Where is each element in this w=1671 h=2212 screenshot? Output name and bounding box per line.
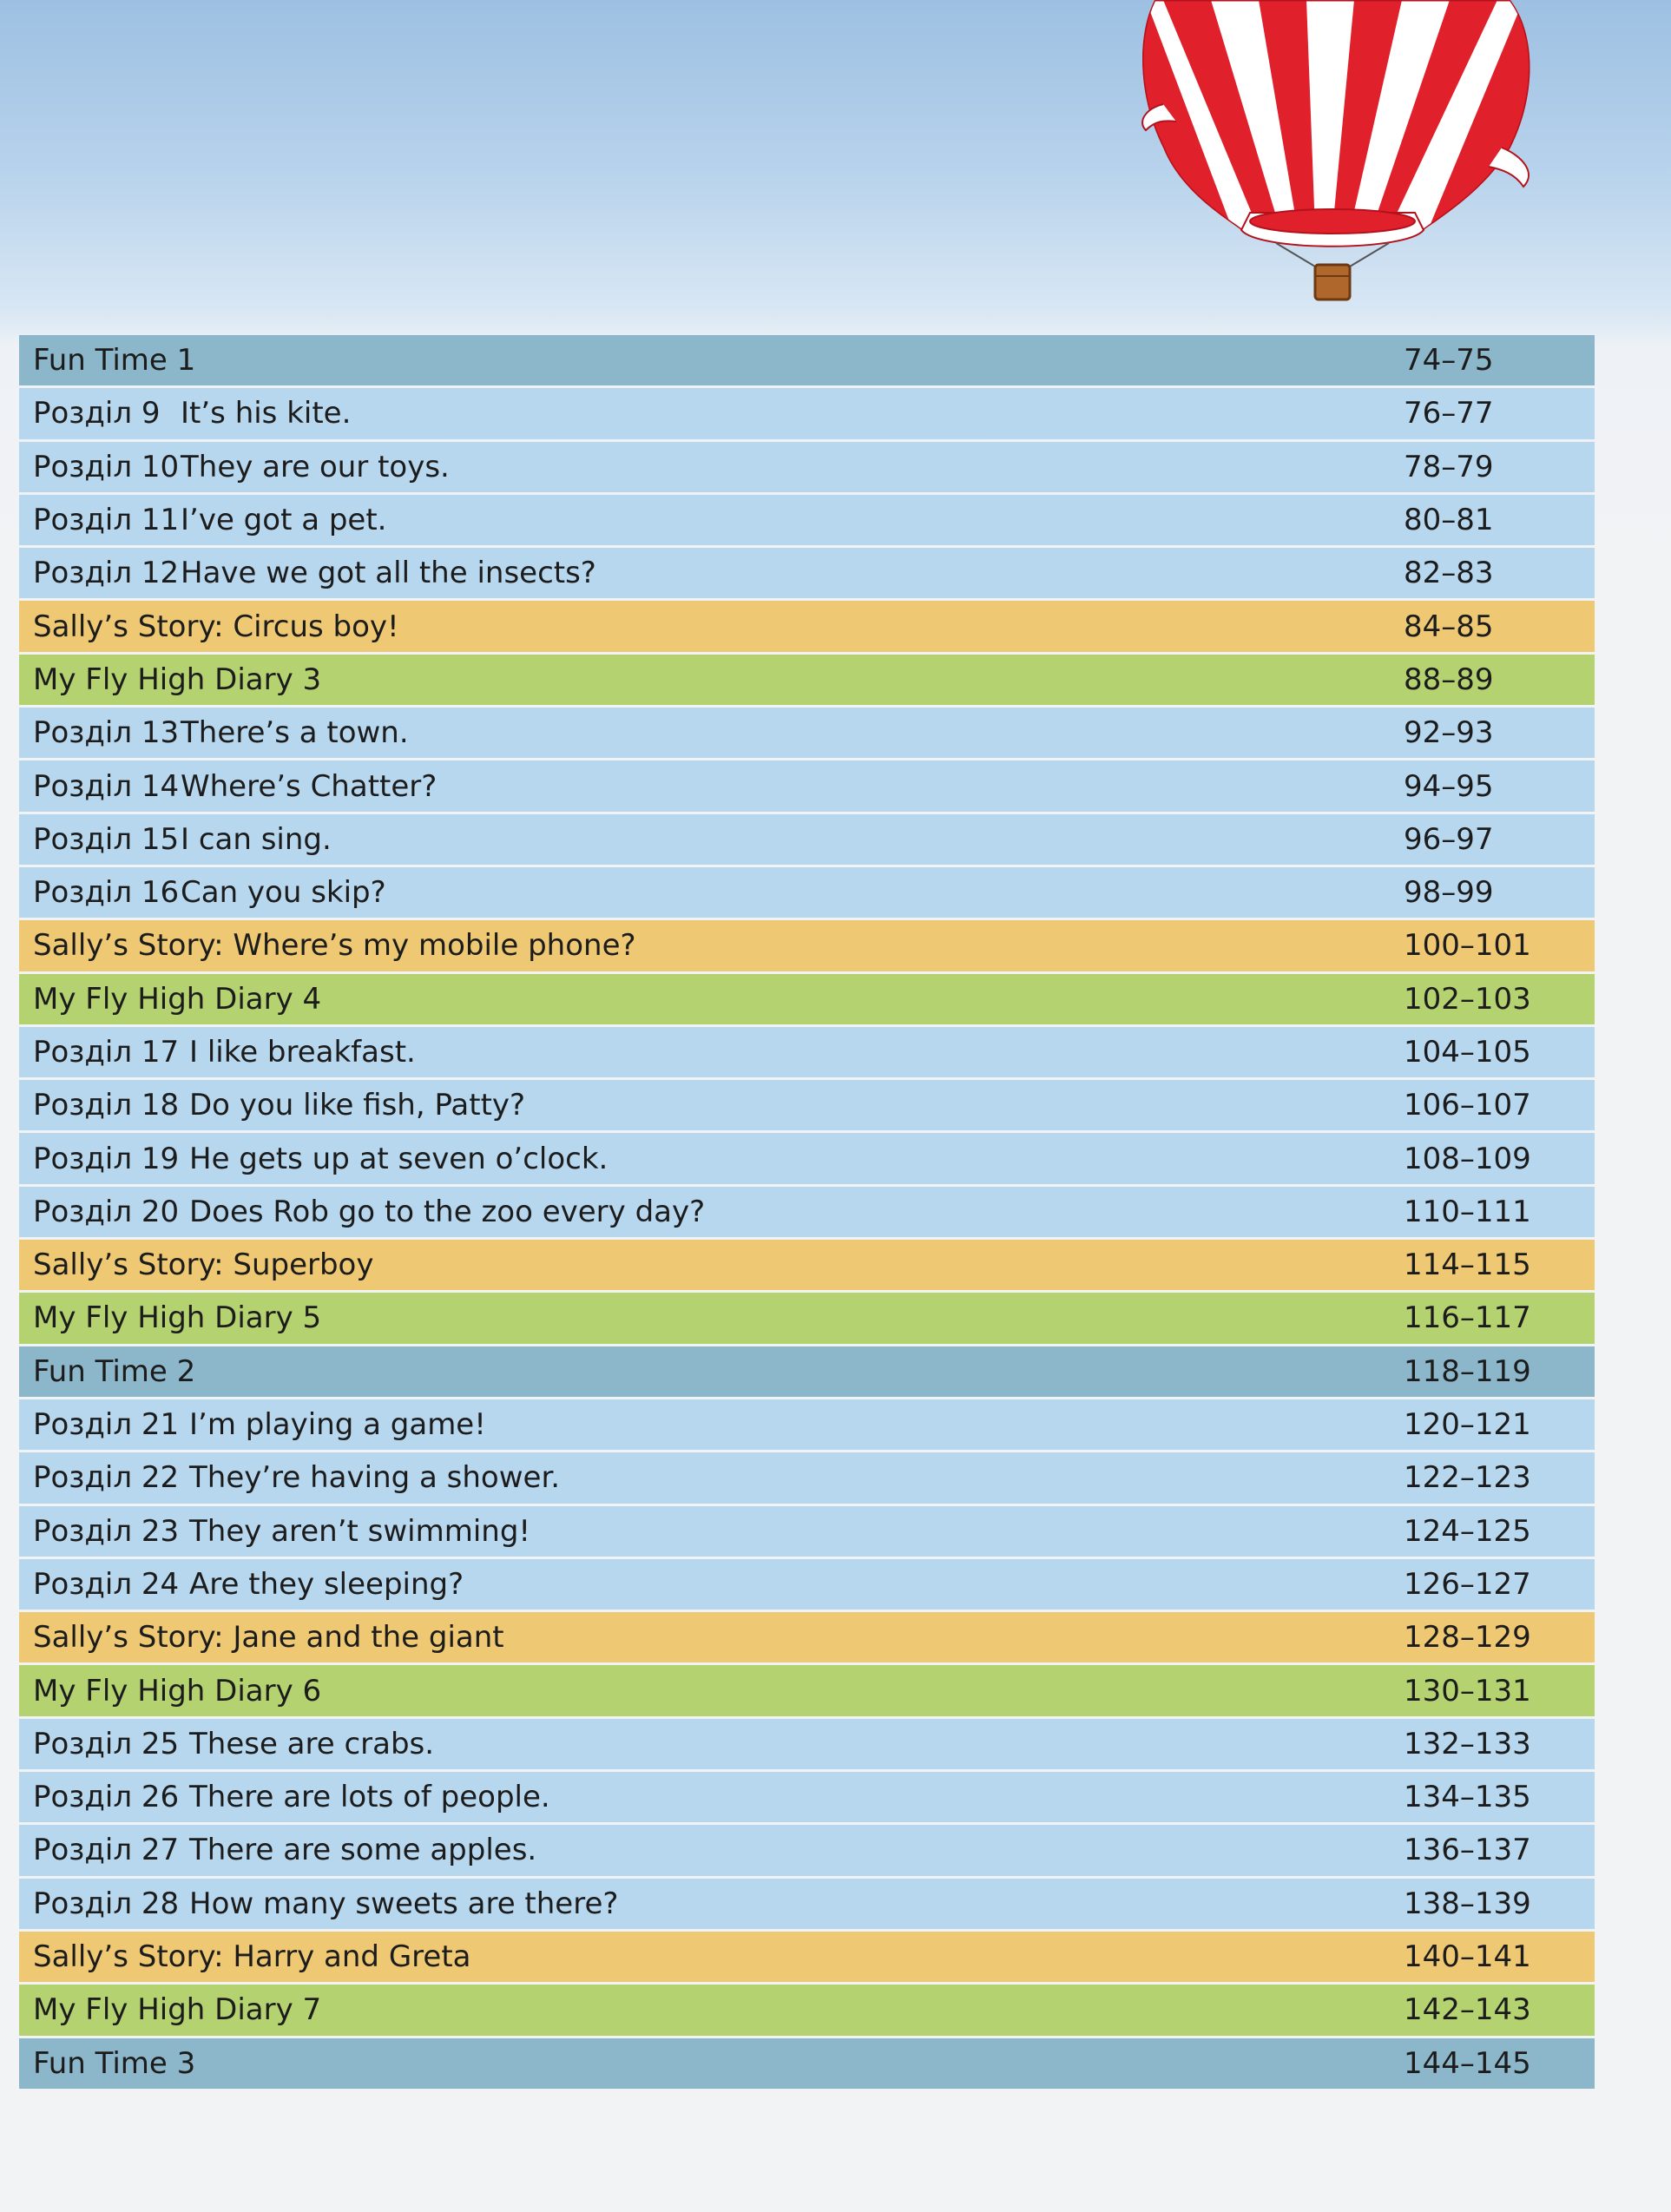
toc-title: Can you skip? bbox=[181, 875, 386, 911]
toc-title: Sally’s Story: Superboy bbox=[33, 1248, 374, 1283]
page-range: 108–109 bbox=[1404, 1141, 1531, 1176]
hot-air-balloon-illustration bbox=[1128, 0, 1545, 313]
toc-row-diary bbox=[19, 655, 1595, 705]
toc-label bbox=[33, 1514, 1404, 1549]
toc-label bbox=[33, 1300, 1404, 1335]
page-range: 118–119 bbox=[1404, 1353, 1531, 1389]
toc-row-story bbox=[19, 920, 1595, 971]
toc-row-diary bbox=[19, 974, 1595, 1024]
toc-label bbox=[33, 1142, 1404, 1176]
unit-number: Розділ 9 bbox=[33, 396, 161, 431]
unit-number: Розділ 15 bbox=[33, 821, 180, 857]
toc-label bbox=[33, 1354, 1404, 1389]
unit-number: Розділ 11 bbox=[33, 503, 180, 538]
page-range: 104–105 bbox=[1404, 1035, 1531, 1070]
toc-label bbox=[33, 1886, 1404, 1921]
page-range: 140–141 bbox=[1404, 1939, 1531, 1975]
page-range: 138–139 bbox=[1404, 1886, 1531, 1921]
unit-number: Розділ 26 bbox=[33, 1780, 180, 1815]
toc-title: They aren’t swimming! bbox=[189, 1513, 531, 1549]
toc-label bbox=[33, 822, 1404, 857]
toc-label bbox=[33, 1780, 1404, 1814]
page-range: 132–133 bbox=[1404, 1726, 1531, 1761]
page-range: 114–115 bbox=[1404, 1248, 1531, 1283]
toc-row-unit bbox=[19, 548, 1595, 598]
toc-title: There’s a town. bbox=[181, 715, 409, 751]
page-range: 100–101 bbox=[1404, 928, 1531, 964]
toc-label bbox=[33, 715, 1404, 750]
toc-label bbox=[33, 1088, 1404, 1122]
toc-title: They’re having a shower. bbox=[189, 1460, 561, 1496]
toc-row-unit bbox=[19, 442, 1595, 492]
toc-label bbox=[33, 503, 1404, 537]
unit-number: Розділ 19 bbox=[33, 1141, 180, 1176]
page-range: 106–107 bbox=[1404, 1088, 1531, 1123]
toc-title: They are our toys. bbox=[181, 449, 450, 484]
page-range: 88–89 bbox=[1404, 662, 1494, 697]
page-range: 136–137 bbox=[1404, 1833, 1531, 1868]
toc-title: My Fly High Diary 7 bbox=[33, 1992, 322, 2028]
toc-label bbox=[33, 662, 1404, 697]
toc-label bbox=[33, 1674, 1404, 1708]
toc-label bbox=[33, 1833, 1404, 1867]
unit-number: Розділ 27 bbox=[33, 1833, 180, 1868]
toc-row-fun bbox=[19, 335, 1595, 385]
toc-label bbox=[33, 609, 1404, 644]
toc-title: There are lots of people. bbox=[189, 1780, 550, 1815]
toc-row-unit bbox=[19, 814, 1595, 865]
page-range: 122–123 bbox=[1404, 1460, 1531, 1496]
toc-title: I like breakfast. bbox=[189, 1035, 416, 1070]
page-range: 82–83 bbox=[1404, 556, 1494, 591]
toc-row-unit bbox=[19, 1559, 1595, 1610]
toc-label bbox=[33, 769, 1404, 804]
toc-row-unit bbox=[19, 1506, 1595, 1557]
toc-label bbox=[33, 1460, 1404, 1495]
toc-label bbox=[33, 1620, 1404, 1655]
toc-row-story bbox=[19, 601, 1595, 651]
toc-title: Fun Time 3 bbox=[33, 2045, 196, 2081]
page-range: 144–145 bbox=[1404, 2045, 1531, 2081]
toc-row-story bbox=[19, 1240, 1595, 1290]
toc-row-diary bbox=[19, 1985, 1595, 2035]
page-range: 102–103 bbox=[1404, 981, 1531, 1017]
toc-row-unit bbox=[19, 867, 1595, 918]
page-range: 134–135 bbox=[1404, 1780, 1531, 1815]
toc-title: Fun Time 2 bbox=[33, 1353, 196, 1389]
unit-number: Розділ 10 bbox=[33, 449, 180, 484]
unit-number: Розділ 20 bbox=[33, 1194, 180, 1229]
toc-title: Sally’s Story: Circus boy! bbox=[33, 609, 399, 644]
toc-label bbox=[33, 982, 1404, 1017]
page-range: 74–75 bbox=[1404, 343, 1494, 379]
page-range: 142–143 bbox=[1404, 1992, 1531, 2028]
toc-title: Sally’s Story: Harry and Greta bbox=[33, 1939, 471, 1975]
toc-title: I’m playing a game! bbox=[189, 1407, 486, 1443]
toc-title: My Fly High Diary 6 bbox=[33, 1673, 322, 1708]
toc-label bbox=[33, 1992, 1404, 2027]
toc-title: My Fly High Diary 3 bbox=[33, 662, 322, 697]
toc-row-fun bbox=[19, 2038, 1595, 2089]
toc-label bbox=[33, 1035, 1404, 1070]
unit-number: Розділ 22 bbox=[33, 1460, 180, 1496]
toc-row-unit bbox=[19, 1187, 1595, 1237]
toc-label bbox=[33, 1727, 1404, 1761]
toc-title: It’s his kite. bbox=[181, 396, 352, 431]
toc-row-diary bbox=[19, 1293, 1595, 1343]
toc-label bbox=[33, 875, 1404, 910]
toc-label bbox=[33, 1939, 1404, 1974]
toc-label bbox=[33, 396, 1404, 431]
toc-title: I can sing. bbox=[181, 821, 332, 857]
unit-number: Розділ 25 bbox=[33, 1726, 180, 1761]
toc-title: Have we got all the insects? bbox=[181, 556, 596, 591]
toc-row-diary bbox=[19, 1665, 1595, 1715]
toc-title: There are some apples. bbox=[189, 1833, 537, 1868]
page-range: 130–131 bbox=[1404, 1673, 1531, 1708]
page-range: 96–97 bbox=[1404, 821, 1494, 857]
toc-row-story bbox=[19, 1932, 1595, 1982]
unit-number: Розділ 16 bbox=[33, 875, 180, 911]
page-range: 110–111 bbox=[1404, 1194, 1531, 1229]
toc-label bbox=[33, 450, 1404, 484]
toc-label bbox=[33, 1248, 1404, 1282]
toc-title: Are they sleeping? bbox=[189, 1566, 464, 1602]
toc-title: Fun Time 1 bbox=[33, 343, 196, 379]
toc-title: Do you like fish, Patty? bbox=[189, 1088, 526, 1123]
toc-title: I’ve got a pet. bbox=[181, 503, 387, 538]
page-range: 116–117 bbox=[1404, 1300, 1531, 1336]
toc-label bbox=[33, 928, 1404, 963]
toc-title: Where’s Chatter? bbox=[181, 768, 437, 804]
toc-title: Does Rob go to the zoo every day? bbox=[189, 1194, 706, 1229]
unit-number: Розділ 17 bbox=[33, 1035, 180, 1070]
unit-number: Розділ 12 bbox=[33, 556, 180, 591]
toc-title: He gets up at seven o’clock. bbox=[189, 1141, 609, 1176]
toc-label bbox=[33, 1195, 1404, 1229]
unit-number: Розділ 23 bbox=[33, 1513, 180, 1549]
page-range: 120–121 bbox=[1404, 1407, 1531, 1443]
toc-row-unit bbox=[19, 1080, 1595, 1130]
toc-label bbox=[33, 1567, 1404, 1602]
toc-label bbox=[33, 2046, 1404, 2081]
toc-row-fun bbox=[19, 1346, 1595, 1397]
page-range: 124–125 bbox=[1404, 1513, 1531, 1549]
toc-row-unit bbox=[19, 760, 1595, 811]
toc-row-unit bbox=[19, 388, 1595, 438]
toc-title: My Fly High Diary 4 bbox=[33, 981, 322, 1017]
unit-number: Розділ 18 bbox=[33, 1088, 180, 1123]
page-range: 84–85 bbox=[1404, 609, 1494, 644]
page-range: 128–129 bbox=[1404, 1620, 1531, 1656]
unit-number: Розділ 13 bbox=[33, 715, 180, 751]
toc-row-story bbox=[19, 1612, 1595, 1662]
toc-row-unit bbox=[19, 1027, 1595, 1077]
unit-number: Розділ 21 bbox=[33, 1407, 180, 1443]
toc-label bbox=[33, 556, 1404, 590]
toc-row-unit bbox=[19, 1825, 1595, 1875]
toc-row-unit bbox=[19, 1399, 1595, 1450]
toc-row-unit bbox=[19, 1133, 1595, 1183]
toc-row-unit bbox=[19, 1719, 1595, 1769]
unit-number: Розділ 14 bbox=[33, 768, 180, 804]
unit-number: Розділ 24 bbox=[33, 1566, 180, 1602]
toc-label bbox=[33, 1407, 1404, 1442]
toc-row-unit bbox=[19, 1772, 1595, 1822]
toc-label bbox=[33, 343, 1404, 378]
page-range: 94–95 bbox=[1404, 768, 1494, 804]
page-range: 98–99 bbox=[1404, 875, 1494, 911]
table-of-contents bbox=[19, 335, 1595, 2091]
toc-title: How many sweets are there? bbox=[189, 1886, 619, 1921]
page-range: 78–79 bbox=[1404, 449, 1494, 484]
page-range: 80–81 bbox=[1404, 503, 1494, 538]
toc-title: My Fly High Diary 5 bbox=[33, 1300, 322, 1336]
page-range: 76–77 bbox=[1404, 396, 1494, 431]
unit-number: Розділ 28 bbox=[33, 1886, 180, 1921]
toc-row-unit bbox=[19, 1879, 1595, 1929]
toc-row-unit bbox=[19, 708, 1595, 758]
toc-title: These are crabs. bbox=[189, 1726, 435, 1761]
page-range: 126–127 bbox=[1404, 1566, 1531, 1602]
page-range: 92–93 bbox=[1404, 715, 1494, 751]
toc-row-unit bbox=[19, 1452, 1595, 1503]
toc-title: Sally’s Story: Jane and the giant bbox=[33, 1620, 504, 1656]
toc-title: Sally’s Story: Where’s my mobile phone? bbox=[33, 928, 636, 964]
toc-row-unit bbox=[19, 495, 1595, 545]
